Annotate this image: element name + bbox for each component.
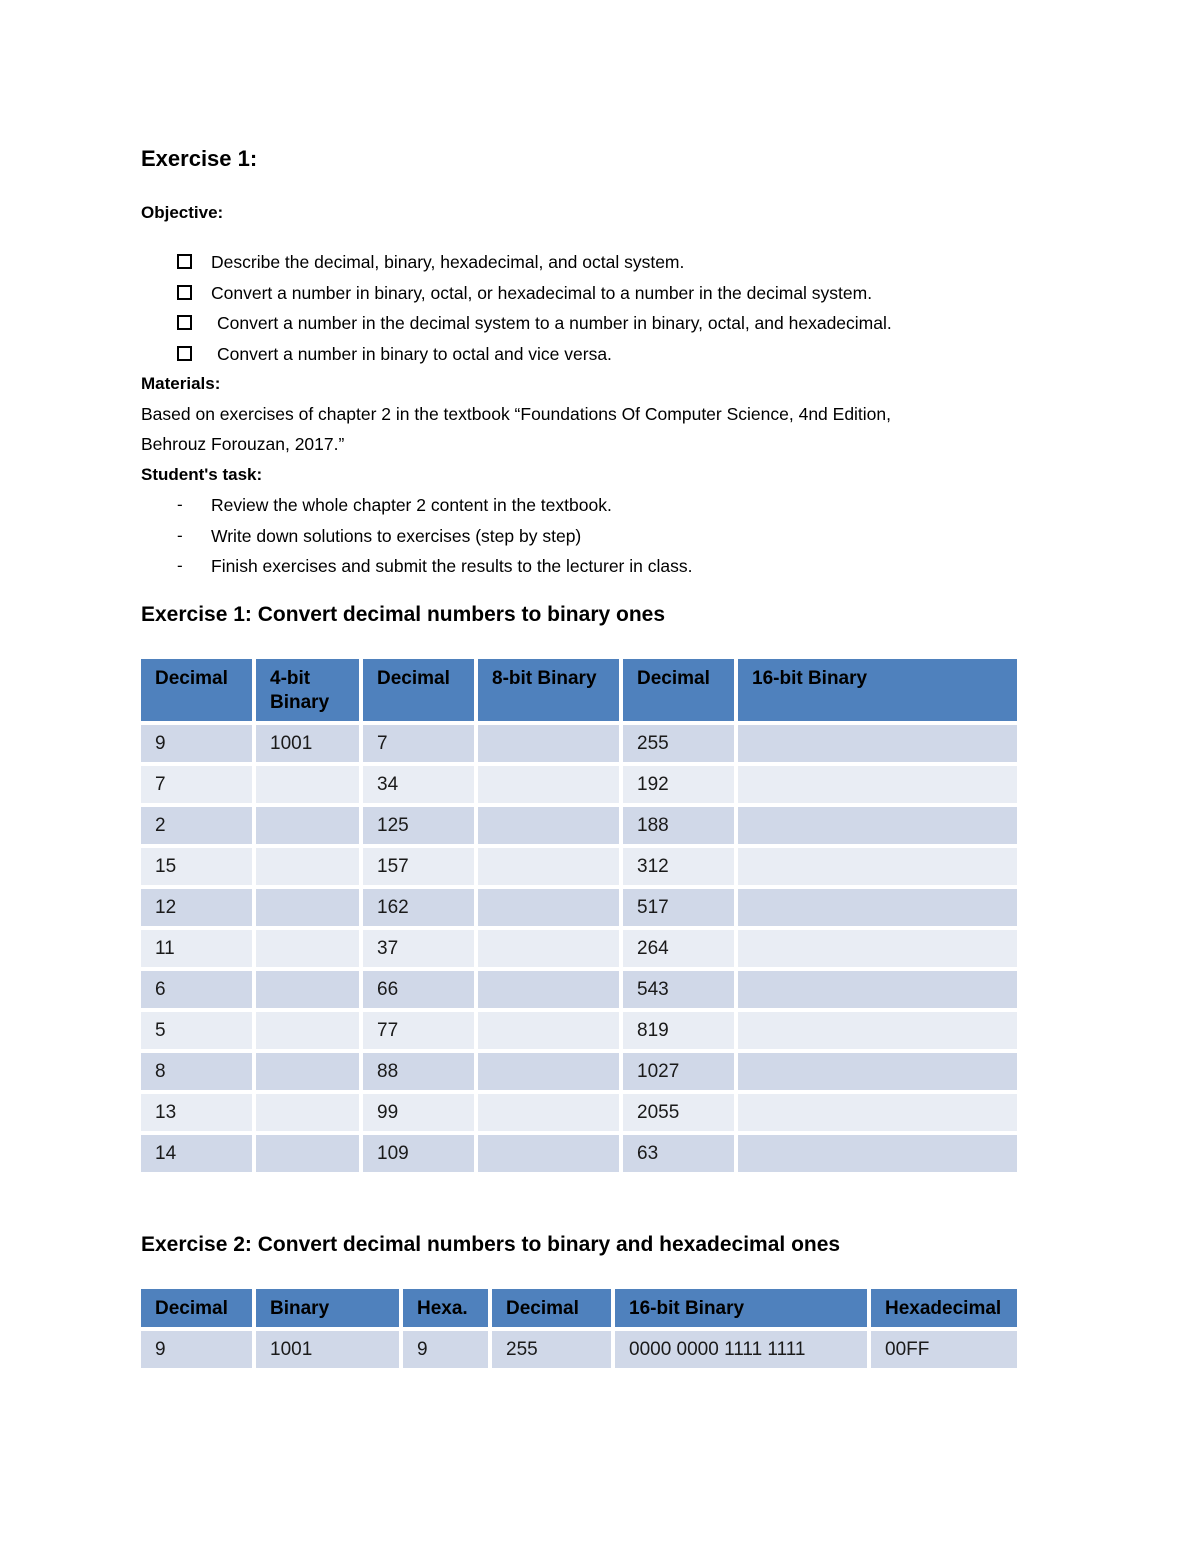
materials-text-line: Behrouz Forouzan, 2017.” <box>141 434 345 454</box>
table-cell: 543 <box>623 971 734 1008</box>
table-cell: 1027 <box>623 1053 734 1090</box>
column-header: Decimal <box>141 1289 252 1327</box>
table-cell: 77 <box>363 1012 474 1049</box>
table-cell <box>478 848 619 885</box>
table-cell: 12 <box>141 889 252 926</box>
table-cell: 15 <box>141 848 252 885</box>
table-cell: 8 <box>141 1053 252 1090</box>
materials-text-line: Based on exercises of chapter 2 in the textbook “Foundations Of Computer Science, 4nd Edition, <box>141 404 892 424</box>
table-cell <box>738 889 1017 926</box>
table-cell: 99 <box>363 1094 474 1131</box>
table-cell: 264 <box>623 930 734 967</box>
table-cell <box>738 1135 1017 1172</box>
table-cell <box>256 807 359 844</box>
checkbox-icon <box>177 254 192 269</box>
table-cell: 9 <box>403 1331 488 1368</box>
table-header-row <box>141 1289 1017 1327</box>
table-cell: 13 <box>141 1094 252 1131</box>
table-row <box>141 1012 1017 1049</box>
table-cell <box>738 848 1017 885</box>
exercise2-title: Exercise 2: Convert decimal numbers to binary and hexadecimal ones <box>141 1233 841 1256</box>
table-row <box>141 766 1017 803</box>
table-row <box>141 1053 1017 1090</box>
table-row <box>141 930 1017 967</box>
column-header: 16-bit Binary <box>615 1289 867 1327</box>
table-cell: 11 <box>141 930 252 967</box>
materials-label: Materials: <box>141 374 221 393</box>
table-cell <box>738 1012 1017 1049</box>
table-cell: 1001 <box>256 725 359 762</box>
student-task-label: Student's task: <box>141 465 263 484</box>
table-cell: 9 <box>141 725 252 762</box>
page-heading: Exercise 1: <box>141 146 258 171</box>
table-cell: 819 <box>623 1012 734 1049</box>
table-row <box>141 848 1017 885</box>
objective-label: Objective: <box>141 203 224 222</box>
table-cell <box>738 766 1017 803</box>
table-cell: 2 <box>141 807 252 844</box>
table-cell <box>478 807 619 844</box>
table-cell: 109 <box>363 1135 474 1172</box>
table-cell <box>256 1012 359 1049</box>
table-cell <box>256 1053 359 1090</box>
column-header: Decimal <box>492 1289 611 1327</box>
column-header: Hexadecimal <box>871 1289 1017 1327</box>
task-item: Review the whole chapter 2 content in the textbook. <box>211 495 612 515</box>
table-cell: 5 <box>141 1012 252 1049</box>
table-cell: 125 <box>363 807 474 844</box>
table-cell: 63 <box>623 1135 734 1172</box>
column-header: Decimal <box>623 659 734 721</box>
table-row <box>141 1331 1017 1368</box>
table-cell: 255 <box>623 725 734 762</box>
table-cell: 7 <box>141 766 252 803</box>
exercise1-title: Exercise 1: Convert decimal numbers to binary ones <box>141 603 666 626</box>
table-cell <box>478 930 619 967</box>
checkbox-icon <box>177 346 192 361</box>
table-cell <box>478 766 619 803</box>
column-header: Hexa. <box>403 1289 488 1327</box>
objective-item: Convert a number in binary to octal and vice versa. <box>217 344 612 364</box>
table-cell: 255 <box>492 1331 611 1368</box>
table-cell: 66 <box>363 971 474 1008</box>
table-row <box>141 807 1017 844</box>
table-row <box>141 1135 1017 1172</box>
objective-item: Describe the decimal, binary, hexadecimal, and octal system. <box>211 252 685 272</box>
table-cell: 37 <box>363 930 474 967</box>
table-cell: 34 <box>363 766 474 803</box>
table-cell <box>738 807 1017 844</box>
table-cell <box>256 930 359 967</box>
dash-bullet: - <box>177 556 183 575</box>
table-cell <box>478 1094 619 1131</box>
table-cell: 188 <box>623 807 734 844</box>
table-cell: 9 <box>141 1331 252 1368</box>
table-cell: 00FF <box>871 1331 1017 1368</box>
table-cell <box>738 1094 1017 1131</box>
table-cell <box>256 848 359 885</box>
dash-bullet: - <box>177 526 183 545</box>
table-header-row <box>141 659 1017 721</box>
table-cell <box>478 1135 619 1172</box>
table-cell: 312 <box>623 848 734 885</box>
column-header: 8-bit Binary <box>478 659 619 721</box>
table-cell: 162 <box>363 889 474 926</box>
table-cell: 0000 0000 1111 1111 <box>615 1331 867 1368</box>
table-cell <box>478 725 619 762</box>
table-cell <box>256 971 359 1008</box>
objective-item: Convert a number in the decimal system to a number in binary, octal, and hexadecimal. <box>217 313 892 333</box>
task-item: Finish exercises and submit the results to the lecturer in class. <box>211 556 693 576</box>
table-cell <box>478 1053 619 1090</box>
table-cell <box>478 971 619 1008</box>
table-cell <box>256 889 359 926</box>
table-cell: 517 <box>623 889 734 926</box>
table-cell: 14 <box>141 1135 252 1172</box>
table-cell <box>256 1135 359 1172</box>
table-cell <box>478 889 619 926</box>
column-header: Binary <box>256 1289 399 1327</box>
task-item: Write down solutions to exercises (step by step) <box>211 526 582 546</box>
column-header: 4-bit Binary <box>256 659 359 721</box>
table-cell: 192 <box>623 766 734 803</box>
table-cell: 7 <box>363 725 474 762</box>
table-cell: 1001 <box>256 1331 399 1368</box>
table-row <box>141 725 1017 762</box>
table-cell: 6 <box>141 971 252 1008</box>
table-row <box>141 889 1017 926</box>
table-cell <box>738 930 1017 967</box>
table-cell <box>738 971 1017 1008</box>
checkbox-icon <box>177 285 192 300</box>
objective-item: Convert a number in binary, octal, or hexadecimal to a number in the decimal system. <box>211 283 873 303</box>
column-header: Decimal <box>363 659 474 721</box>
exercise2-table <box>137 1285 1021 1372</box>
column-header: 16-bit Binary <box>738 659 1017 721</box>
table-row <box>141 971 1017 1008</box>
table-cell <box>478 1012 619 1049</box>
dash-bullet: - <box>177 495 183 514</box>
table-cell <box>738 725 1017 762</box>
checkbox-icon <box>177 315 192 330</box>
table-cell: 88 <box>363 1053 474 1090</box>
column-header: Decimal <box>141 659 252 721</box>
exercise1-table <box>137 655 1021 1176</box>
table-cell <box>738 1053 1017 1090</box>
table-cell <box>256 1094 359 1131</box>
table-cell: 2055 <box>623 1094 734 1131</box>
table-cell <box>256 766 359 803</box>
table-cell: 157 <box>363 848 474 885</box>
table-row <box>141 1094 1017 1131</box>
